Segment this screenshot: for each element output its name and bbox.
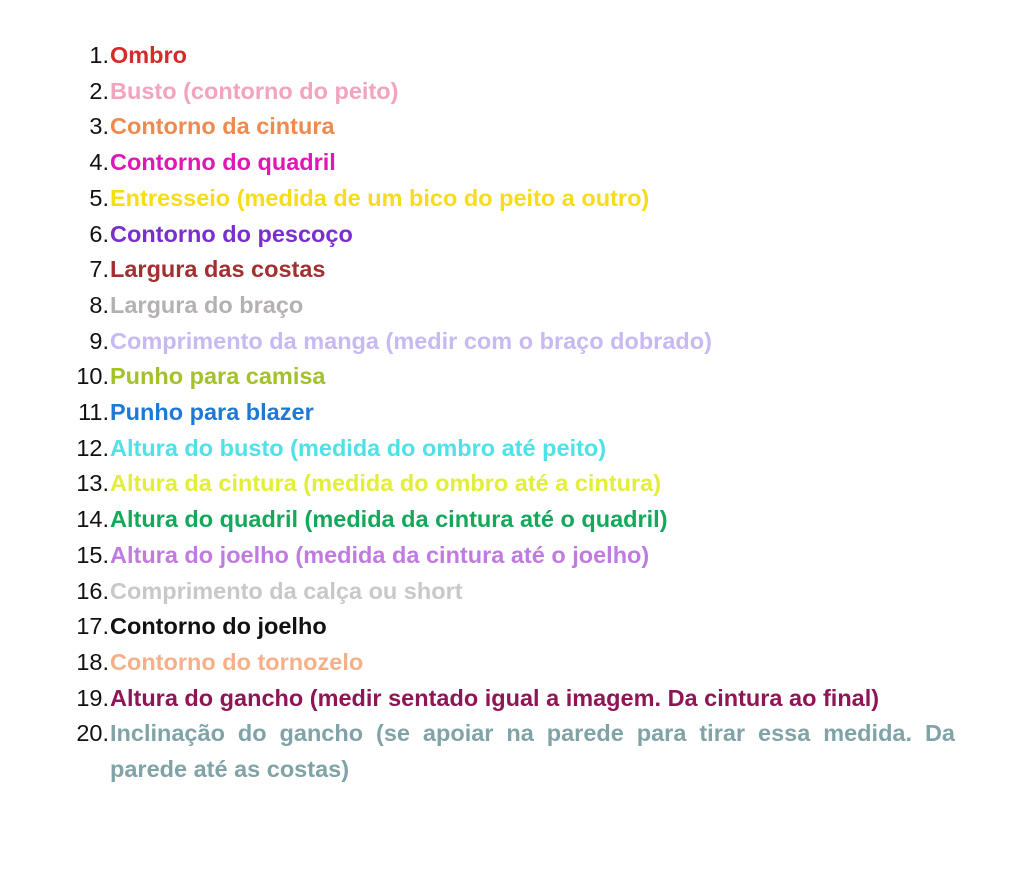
list-item <box>0 145 1018 181</box>
list-item-text: Altura do quadril (medida da cintura até o quadril) <box>110 506 668 533</box>
list-item <box>0 252 1018 288</box>
list-item <box>0 502 1018 538</box>
list-item-number: 13. <box>76 470 109 497</box>
list-item-number: 4. <box>89 149 109 176</box>
list-item-text: Comprimento da manga (medir com o braço dobrado) <box>110 327 712 354</box>
list-item-number: 2. <box>89 77 109 104</box>
list-item <box>0 466 1018 502</box>
list-item-number: 1. <box>89 42 109 68</box>
list-item-text: Contorno do joelho <box>110 613 327 640</box>
list-item-number: 20. <box>76 720 109 747</box>
list-item-text: Punho para camisa <box>110 363 326 390</box>
list-item-text: Punho para blazer <box>110 399 314 426</box>
list-item <box>0 681 1018 717</box>
list-item-number: 15. <box>76 541 109 568</box>
list-item-text: Ombro <box>110 42 188 68</box>
list-item <box>0 181 1018 217</box>
list-item-text: Altura do gancho (medir sentado igual a imagem. Da cintura ao final) <box>110 684 880 711</box>
list-item-number: 10. <box>76 363 109 390</box>
list-item <box>0 431 1018 467</box>
list-item-number: 6. <box>89 220 109 247</box>
list-item-text: Comprimento da calça ou short <box>110 577 463 604</box>
list-item <box>0 574 1018 610</box>
list-item-number: 14. <box>76 506 109 533</box>
list-item <box>0 716 1018 787</box>
list-item-number: 3. <box>89 113 109 140</box>
list-item-text: Entresseio (medida de um bico do peito a outro) <box>110 184 650 211</box>
list-item-number: 18. <box>76 648 109 675</box>
list-item <box>0 288 1018 324</box>
list-item-text: Largura das costas <box>110 256 326 283</box>
list-item-number: 19. <box>76 684 109 711</box>
list-item-text: Contorno do tornozelo <box>110 648 364 675</box>
list-item-number: 16. <box>76 577 109 604</box>
list-item-number: 7. <box>89 256 109 283</box>
list-item <box>0 609 1018 645</box>
list-item-number: 12. <box>76 434 109 461</box>
list-item <box>0 217 1018 253</box>
list-item-number: 8. <box>89 291 109 318</box>
list-item-number: 11. <box>78 399 109 426</box>
list-item-text: Altura do joelho (medida da cintura até o joelho) <box>110 541 650 568</box>
list-item-text: Altura do busto (medida do ombro até peito) <box>110 434 607 461</box>
list-item <box>0 395 1018 431</box>
list-item-text: Contorno do pescoço <box>110 220 353 247</box>
list-item <box>0 74 1018 110</box>
list-item-text: Busto (contorno do peito) <box>110 77 399 104</box>
list-item <box>0 645 1018 681</box>
list-item <box>0 109 1018 145</box>
list-item <box>0 38 1018 74</box>
list-item-text: Contorno da cintura <box>110 113 335 140</box>
list-item-number: 5. <box>89 184 109 211</box>
list-item-number: 9. <box>89 327 109 354</box>
list-item <box>0 324 1018 360</box>
measurement-list <box>0 38 1018 788</box>
list-item-number: 17. <box>76 613 109 640</box>
list-item-text: Altura da cintura (medida do ombro até a cintura) <box>110 470 662 497</box>
list-item-text: Largura do braço <box>110 291 304 318</box>
list-item-text: Inclinação do gancho (se apoiar na parede para tirar essa medida. Da parede até as costas) <box>110 720 955 783</box>
list-item <box>0 359 1018 395</box>
list-item <box>0 538 1018 574</box>
list-item-text: Contorno do quadril <box>110 149 336 176</box>
